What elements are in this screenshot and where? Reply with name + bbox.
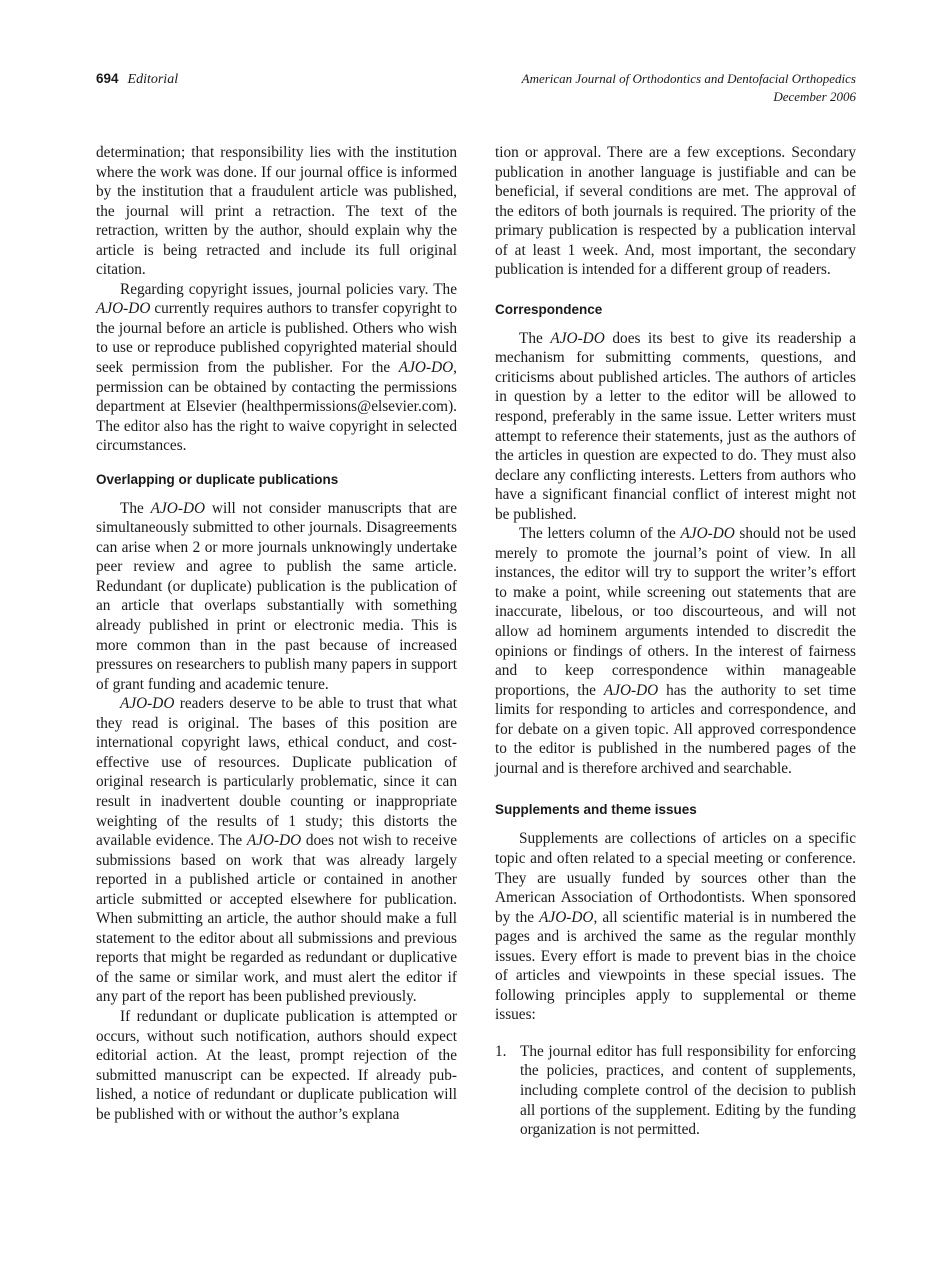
- left-column: [96, 143, 457, 1124]
- journal-title: American Journal of Orthodontics and Dentofacial Orthopedics: [521, 71, 856, 86]
- heading-supplements: Supplements and theme issues: [495, 802, 697, 818]
- heading-overlapping-publications: Overlapping or duplicate publications: [96, 471, 339, 487]
- list-item: [495, 1042, 856, 1140]
- running-head-right: [522, 70, 856, 106]
- right-column: [495, 143, 856, 1140]
- paragraph-simultaneous-submission: The AJO-DO will not consider manuscripts that are simultaneously submitted to other journals. Disagreements can arise when 2 or more journals unknowingly undertake peer review and agree to publish the same article. Redundant (or duplicate) publication is the publication of an article that overlaps substantially with something already published in print or electronic media. This is more common than in the past because of increased pressures on researchers to publish many papers in support of grant funding and academic tenure.: [96, 499, 457, 693]
- paragraph-secondary-publication: tion or approval. There are a few exceptions. Secondary publication in another language is justifiable and can be beneficial, if several conditions are met. The approval of the editors of both journals is required. The priority of the primary publication is respected by a publication interval of at least 1 week. And, most important, the secondary publication is intended for a different group of readers.: [495, 144, 856, 279]
- principles-list: [495, 1042, 856, 1140]
- paragraph-letters-column: The letters column of the AJO-DO should not be used merely to promote the journal’s point of view. In all instances, the editor will try to support the writer’s effort to make a point, while screening out statements that are inaccurate, libelous, or too discourteous, and will not allow ad hominem arguments intended to discredit the opinions or findings of others. In the interest of fairness and to keep correspondence within manageable proportions, the AJO-DO has the authority to set time limits for responding to articles and correspondence, and for debate on a given topic. All approved correspondence to the editor is published in the numbered pages of the journal and is therefore archived and searchable.: [495, 525, 856, 777]
- running-head-left: [96, 70, 178, 89]
- paragraph-editorial-action: If redundant or duplicate publication is attempted or occurs, without such notification, authors should expect editorial action. At the least, prompt rejection of the submitted manuscript can be expected. If already published, a notice of redundant or duplicate publication will be published with or without the author’s explana: [96, 1007, 457, 1123]
- paragraph-supplements: Supplements are collections of articles on a specific topic and often related to a special meeting or conference. They are usually funded by sources other than the American Association of Orthodontists. When sponsored by the AJO-DO, all scientific material is in numbered the pages and is archived the same as the regular monthly issues. Every effort is made to prevent bias in the choice of articles and viewpoints in these special issues. The following principles apply to supplemental or theme issues:: [495, 830, 856, 1024]
- page-number: 694: [96, 71, 119, 86]
- running-head: [96, 70, 856, 110]
- list-item-text: The journal editor has full responsibility for enforcing the policies, practices, and content of supplements, including complete control of the decision to publish all portions of the supplement. Editing by the funding organization is not permitted.: [520, 1042, 856, 1139]
- section-label: Editorial: [127, 72, 179, 87]
- issue-date: December 2006: [773, 89, 856, 104]
- list-item-number: 1.: [495, 1042, 507, 1060]
- paragraph-retraction: determination; that responsibility lies with the institution where the work was done. If our journal office is informed by the institution that a fraudulent article was published, the journal will print a retraction. The text of the retraction, written by the author, should explain why the article is being retracted and include its full original citation.: [96, 144, 457, 279]
- paragraph-originality: AJO-DO readers deserve to be able to trust that what they read is original. The bases of this position are international copyright laws, ethical conduct, and cost-effective use of resources. Duplicate publication of original research is particularly problematic, since it can result in inadvertent double counting or inappropriate weighting of the results of 1 study; this distorts the available evidence. The AJO-DO does not wish to receive submissions based on work that was already largely reported in a published article or contained in another article submitted or accepted elsewhere for publication. When submitting an article, the author should make a full statement to the editor about all submissions and previous reports that might be regarded as redundant or duplicative of the same or similar work, and must alert the editor if any part of the report has been published previously.: [96, 695, 457, 1006]
- heading-correspondence: Correspondence: [495, 301, 603, 317]
- paragraph-letters-mechanism: The AJO-DO does its best to give its readership a mechanism for submitting comments, questions, and criticisms about published articles. The authors of articles in question by a letter to the editor will be allowed to respond, preferably in the same issue. Letter writers must attempt to reference their statements, just as the authors of the articles in question are expected to do. They must also declare any conflicting interests. Letters from authors who have a significant financial conflict of interest might not be published.: [495, 329, 856, 523]
- paragraph-copyright: Regarding copyright issues, journal policies vary. The AJO-DO currently requires authors to transfer copyright to the journal before an article is published. Others who wish to use or reproduce published copyrighted material should seek permission from the publisher. For the AJO-DO, permission can be obtained by contacting the permissions department at Elsevier (healthpermissions@elsevier.com). The editor also has the right to waive copyright in selected circumstances.: [96, 280, 457, 455]
